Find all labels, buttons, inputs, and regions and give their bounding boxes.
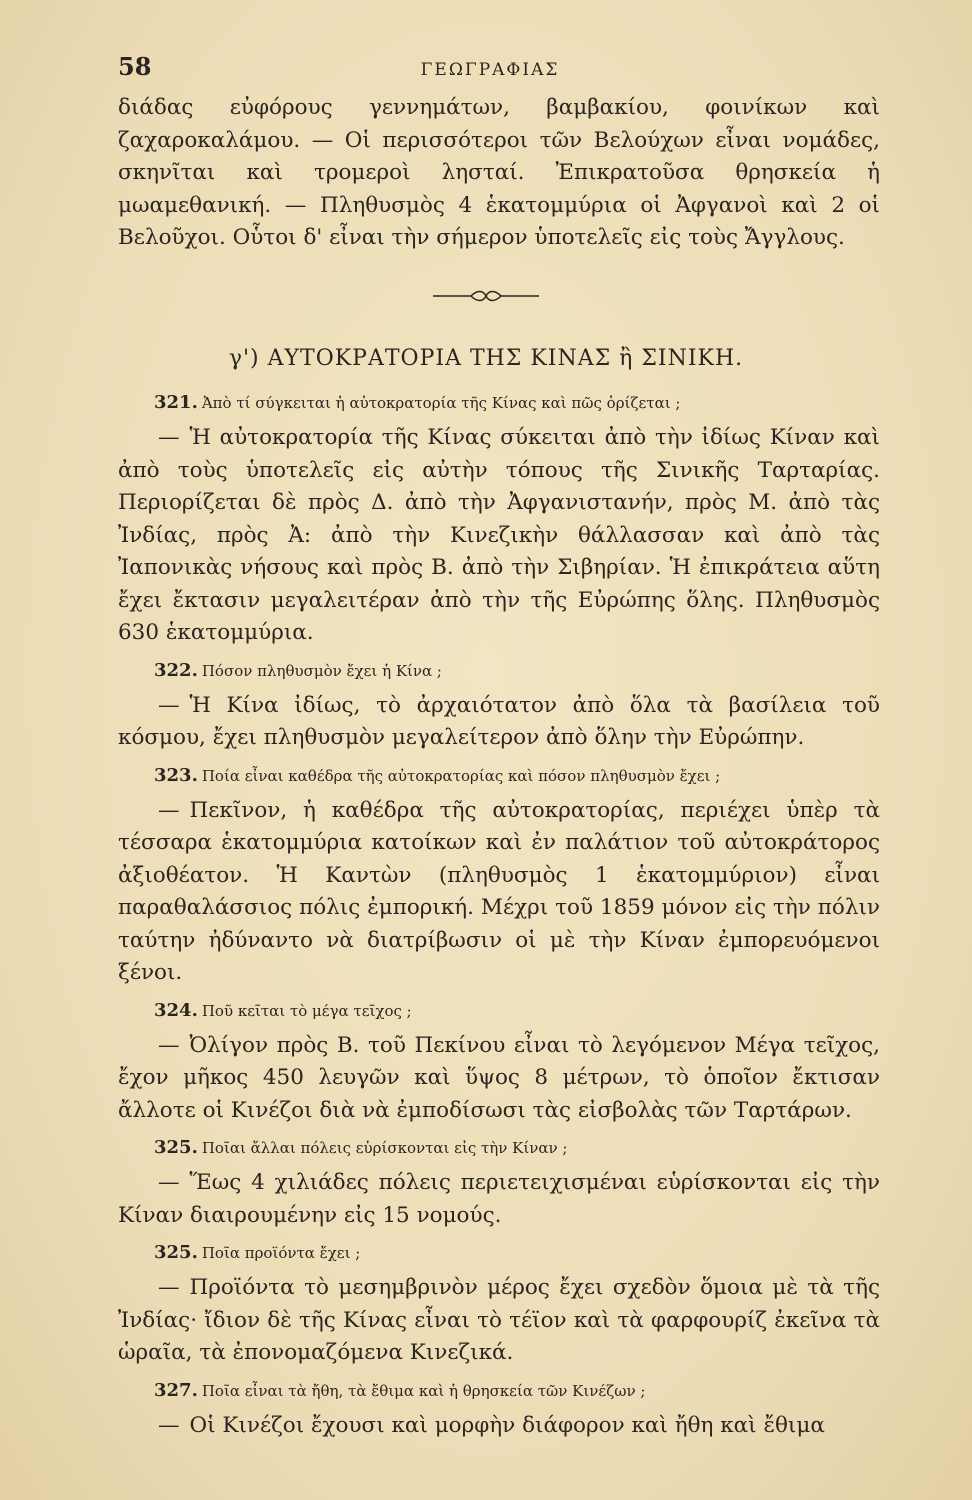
qa-list <box>118 388 880 1448</box>
qa-item <box>118 1238 880 1370</box>
section-title: γ') ΑΥΤΟΚΡΑΤΟΡΙΑ ΤΗΣ ΚΙΝΑΣ ἢ ΣΙΝΙΚΗ. <box>228 346 744 371</box>
question-number: 325. <box>154 1137 198 1158</box>
page-number: 58 <box>118 52 152 81</box>
answer-text: Προϊόντα τὸ μεσημβρινὸν μέρος ἔχει σχεδὸν ὅμοια μὲ τὰ τῆς Ἰνδίας· ἴδιον δὲ τῆς Κίνας εἶναι τὸ τέϊον καὶ τὰ φαρφουρίζ ἐκεῖνα τὰ ὡραῖα, τὰ ἐπονομαζόμενα Κινεζικά. <box>118 1275 880 1365</box>
question-text: Ποία εἶναι καθέδρα τῆς αὐτοκρατορίας καὶ πόσον πληθυσμὸν ἔχει ; <box>201 766 721 785</box>
question-number: 327. <box>154 1379 198 1401</box>
answer-dash: — <box>158 1275 180 1300</box>
qa-item <box>118 656 880 755</box>
qa-item <box>118 761 880 990</box>
answer-dash: — <box>158 425 180 450</box>
qa-item <box>118 1133 880 1232</box>
answer <box>118 1410 880 1443</box>
answer-text: Οἱ Κινέζοι ἔχουσι καὶ μορφὴν διάφορον καὶ ἤθη καὶ ἔθιμα <box>189 1412 825 1438</box>
answer-text: Ἡ αὐτοκρατορία τῆς Κίνας σύκειται ἀπὸ τὴν ἰδίως Κίναν καὶ ἀπὸ τοὺς ὑποτελεῖς εἰς αὐτὴν τόπους τῆς Σινικῆς Ταρταρίας. Περιορίζεται δὲ πρὸς Δ. ἀπὸ τὴν Ἀφγανιστανήν, πρὸς Μ. ἀπὸ τὰς Ἰνδίας, πρὸς Ἀ: ἀπὸ τὴν Κινεζικὴν θάλλασσαν καὶ ἀπὸ τὰς Ἰαπονικὰς νήσους καὶ πρὸς Β. ἀπὸ τὴν Σιβηρίαν. Ἡ ἐπικράτεια αὕτη ἔχει ἔκτασιν μεγαλειτέραν ἀπὸ τὴν τῆς Εὐρώπης ὅλης. Πληθυσμὸς 630 ἑκατομμύρια. <box>118 425 880 645</box>
qa-item <box>118 1376 880 1443</box>
question-number: 323. <box>154 764 198 786</box>
question <box>118 761 880 791</box>
question-text: Ποῦ κεῖται τὸ μέγα τεῖχος ; <box>201 1001 412 1020</box>
answer-dash: — <box>158 1032 180 1058</box>
question-text: Ποῖαι ἄλλαι πόλεις εὑρίσκονται εἰς τὴν Κίναν ; <box>201 1139 568 1157</box>
answer-text: Πεκῖνον, ἡ καθέδρα τῆς αὐτοκρατορίας, περιέχει ὑπὲρ τὰ τέσσαρα ἑκατομμύρια κατοίκων καὶ ἐν παλάτιον τοῦ αὐτοκράτορος ἀξιοθέατον. Ἡ Καντὼν (πληθυσμὸς 1 ἑκατομμύριον) εἶναι παραθαλάσσιος πόλις ἐμπορική. Μέχρι τοῦ 1859 μόνον εἰς τὴν πόλιν ταύτην ἠδύναντο νὰ διατρίβωσιν οἱ μὲ τὴν Κίναν ἐμπορευόμενοι ξένοι. <box>118 797 880 985</box>
answer <box>118 1030 880 1128</box>
answer-dash: — <box>158 797 180 823</box>
section-divider-ornament <box>0 286 972 310</box>
answer-dash: — <box>158 692 180 718</box>
answer <box>118 795 880 990</box>
answer <box>118 1167 880 1232</box>
page-header <box>118 52 862 92</box>
answer <box>118 690 880 755</box>
answer-text: Ἕως 4 χιλιάδες πόλεις περιετειχισμέναι εὑρίσκονται εἰς τὴν Κίναν διαιρουμένην εἰς 15 νομούς. <box>118 1170 880 1228</box>
question-text: Ποῖα εἶναι τὰ ἤθη, τὰ ἔθιμα καὶ ἡ θρησκεία τῶν Κινέζων ; <box>201 1381 646 1400</box>
answer <box>118 1272 880 1370</box>
answer-dash: — <box>158 1170 180 1195</box>
question <box>118 1238 880 1268</box>
question <box>118 1133 880 1163</box>
question-text: Ποῖα προϊόντα ἔχει ; <box>201 1244 361 1262</box>
answer-text: Ὀλίγον πρὸς Β. τοῦ Πεκίνου εἶναι τὸ λεγόμενον Μέγα τεῖχος, ἔχον μῆκος 450 λευγῶν καὶ ὕψος 8 μέτρων, τὸ ὁποῖον ἔκτισαν ἄλλοτε οἱ Κινέζοι διὰ νὰ ἐμποδίσωσι τὰς εἰσβολὰς τῶν Ταρτάρων. <box>118 1032 880 1123</box>
question <box>118 996 880 1026</box>
question-number: 322. <box>154 659 198 681</box>
running-title: ΓΕΩΓΡΑΦΙΑΣ <box>420 60 560 80</box>
qa-item <box>118 388 880 650</box>
qa-item <box>118 996 880 1128</box>
question-number: 321. <box>154 392 198 413</box>
answer-dash: — <box>158 1412 180 1438</box>
answer <box>118 422 880 650</box>
answer-text: Ἡ Κίνα ἰδίως, τὸ ἀρχαιότατον ἀπὸ ὅλα τὰ βασίλεια τοῦ κόσμου, ἔχει πληθυσμὸν μεγαλείτερον ἀπὸ ὅλην τὴν Εὐρώπην. <box>118 692 880 750</box>
question <box>118 656 880 686</box>
intro-paragraph: διάδας εὐφόρους γεννημάτων, βαμβακίου, φοινίκων καὶ ζαχαροκαλάμου. — Οἱ περισσότεροι τῶν Βελούχων εἶναι νομάδες, σκηνῖται καὶ τρομεροὶ λησταί. Ἐπικρατοῦσα θρησκεία ἡ μωαμεθανική. — Πληθυσμὸς 4 ἑκατομμύρια οἱ Ἀφγανοὶ καὶ 2 οἱ Βελοῦχοι. Οὗτοι δ' εἶναι τὴν σήμερον ὑποτελεῖς εἰς τοὺς Ἄγγλους. <box>118 95 880 250</box>
question-text: Πόσον πληθυσμὸν ἔχει ἡ Κίνα ; <box>201 661 442 680</box>
question-number: 325. <box>154 1242 198 1263</box>
intro-paragraph-block <box>118 92 880 255</box>
question-number: 324. <box>154 999 198 1021</box>
question <box>118 1376 880 1406</box>
question <box>118 388 880 418</box>
question-text: Ἀπὸ τί σύγκειται ἡ αὐτοκρατορία τῆς Κίνας καὶ πῶς ὁρίζεται ; <box>201 394 681 412</box>
divider-ornament-icon <box>431 286 541 306</box>
